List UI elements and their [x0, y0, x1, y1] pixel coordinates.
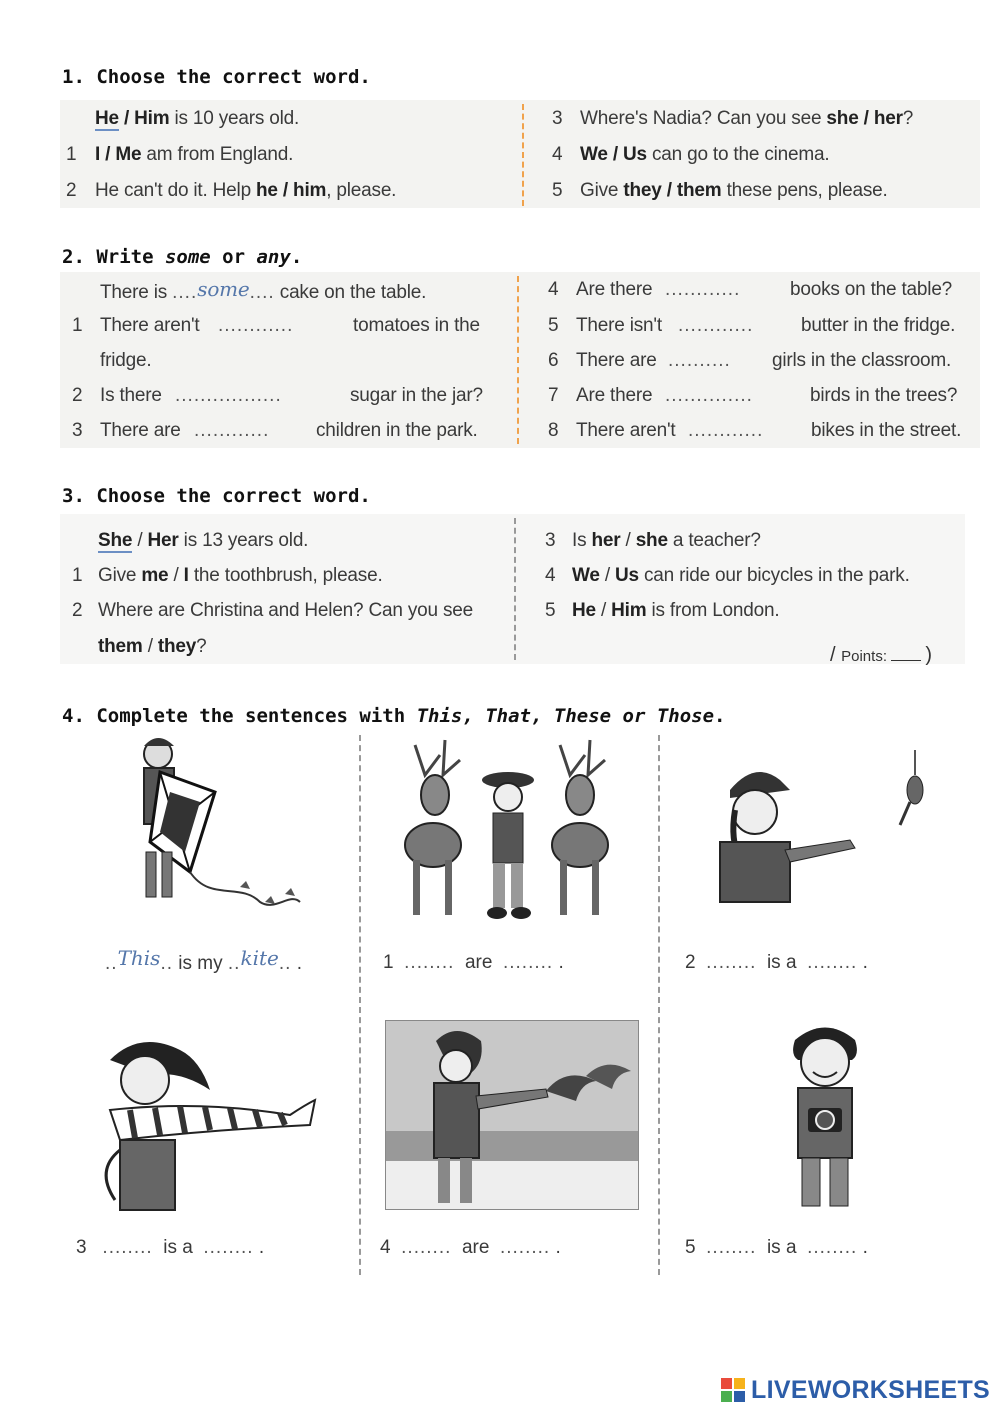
ex2-item-2-rest: sugar in the jar?	[350, 385, 483, 406]
ex3-item-number: 5	[545, 600, 556, 621]
ex4-example-answer-1: This	[117, 946, 161, 970]
ex4-caption-5: 5 ........ is a ........ .	[685, 1237, 868, 1258]
girl-dolphins-drawing	[386, 1021, 638, 1209]
ex2-item-1-rest: tomatoes in the	[353, 315, 480, 336]
ex3-item-number: 3	[545, 530, 556, 551]
liveworksheets-logo-text: LIVEWORKSHEETS	[751, 1376, 990, 1404]
ex3-item-2[interactable]: Where are Christina and Helen? Can you see	[98, 600, 473, 621]
ex2-item-1-text: There aren't	[100, 315, 200, 336]
ex4-blank-1b[interactable]: ........	[502, 952, 554, 973]
girl-dolphins-picture	[385, 1020, 639, 1210]
ex2-item-3-text: There are	[100, 420, 181, 441]
ex3-example: She / Her is 13 years old.	[98, 530, 309, 551]
points-box: / Points: )	[830, 644, 932, 666]
exercise-3-heading: 3. Choose the correct word.	[62, 485, 371, 507]
ex1-example: He / Him is 10 years old.	[95, 108, 300, 129]
ex4-caption-1: 1 ........ are ........ .	[383, 952, 564, 973]
ex4-blank-5a[interactable]: ........	[706, 1237, 757, 1258]
ex4-caption-4: 4 ........ are ........ .	[380, 1237, 561, 1258]
ex3-item-2-cont[interactable]: them / they?	[98, 636, 207, 657]
ex2-item-number: 4	[548, 279, 559, 300]
ex2-item-5-rest: butter in the fridge.	[801, 315, 956, 336]
boy-with-camera-picture	[780, 1020, 870, 1210]
reindeer-picture	[385, 735, 640, 925]
ex4-blank-1a[interactable]: ........	[404, 952, 455, 973]
ex4-blank-2b[interactable]: ........	[807, 952, 858, 973]
exercise-4-heading: 4. Complete the sentences with This, That, These or Those.	[62, 705, 726, 727]
exercise-2-divider	[517, 276, 519, 444]
ex2-item-7-text: Are there	[576, 385, 653, 406]
ex2-item-number: 1	[72, 315, 83, 336]
ex2-example: There is ....some.... cake on the table.	[100, 277, 427, 303]
ex2-item-number: 5	[548, 315, 559, 336]
exercise-3-divider	[514, 518, 516, 660]
ex2-item-8-blank[interactable]: ............	[688, 420, 764, 441]
ex1-item-5[interactable]: Give they / them these pens, please.	[580, 180, 888, 201]
ex2-item-number: 6	[548, 350, 559, 371]
boy-with-kite-picture	[120, 732, 305, 927]
ex3-item-1[interactable]: Give me / I the toothbrush, please.	[98, 565, 383, 586]
exercise-4-divider-left	[359, 735, 361, 1275]
ex2-item-1-blank[interactable]: ............	[218, 315, 294, 336]
ex1-item-4[interactable]: We / Us can go to the cinema.	[580, 144, 830, 165]
ex4-blank-3b[interactable]: ........	[203, 1237, 254, 1258]
ex4-caption-3: 3 ........ is a ........ .	[76, 1237, 265, 1258]
exercise-1-heading: 1. Choose the correct word.	[62, 66, 371, 88]
ex2-item-3-blank[interactable]: ............	[194, 420, 270, 441]
ex4-example-answer-2: kite	[240, 946, 279, 970]
ex1-item-number: 5	[552, 180, 563, 201]
ex2-item-3-rest: children in the park.	[316, 420, 478, 441]
ex2-item-7-blank[interactable]: ..............	[665, 385, 753, 406]
ex2-item-2-text: Is there	[100, 385, 162, 406]
ex4-blank-4a[interactable]: ........	[401, 1237, 452, 1258]
ex3-item-number: 2	[72, 600, 83, 621]
ex2-item-4-rest: books on the table?	[790, 279, 953, 300]
ex2-item-7-rest: birds in the trees?	[810, 385, 958, 406]
ex1-item-number: 1	[66, 144, 77, 165]
ex2-item-6-text: There are	[576, 350, 657, 371]
ex4-blank-5b[interactable]: ........	[807, 1237, 858, 1258]
ex1-item-2[interactable]: He can't do it. Help he / him, please.	[95, 180, 397, 201]
ex4-blank-4b[interactable]: ........	[499, 1237, 551, 1258]
ex1-item-number: 2	[66, 180, 77, 201]
exercise-2-heading: 2. Write some or any.	[62, 246, 303, 268]
ex2-item-2-blank[interactable]: .................	[175, 385, 282, 406]
ex1-item-3[interactable]: Where's Nadia? Can you see she / her?	[580, 108, 914, 129]
ex2-item-4-text: Are there	[576, 279, 653, 300]
ex2-item-number: 3	[72, 420, 83, 441]
girl-with-scarf-picture	[90, 1030, 330, 1215]
ex3-item-4[interactable]: We / Us can ride our bicycles in the park.	[572, 565, 910, 586]
ex3-item-number: 4	[545, 565, 556, 586]
ex2-example-answer: some	[197, 277, 250, 301]
girl-pointing-bird-picture	[700, 750, 950, 910]
liveworksheets-logo[interactable]	[721, 1376, 990, 1405]
exercise-4-divider-right	[658, 735, 660, 1275]
ex4-caption-2: 2 ........ is a ........ .	[685, 952, 868, 973]
ex1-item-number: 4	[552, 144, 563, 165]
liveworksheets-logo-icon	[721, 1378, 747, 1404]
exercise-1-divider	[522, 104, 524, 206]
ex1-item-1[interactable]: I / Me am from England.	[95, 144, 294, 165]
ex4-example-caption: ..This.. is my ..kite.. .	[105, 946, 302, 974]
ex2-item-6-rest: girls in the classroom.	[772, 350, 952, 371]
ex2-item-1-cont: fridge.	[100, 350, 152, 371]
ex4-blank-3a[interactable]: ........	[102, 1237, 153, 1258]
ex2-item-6-blank[interactable]: ..........	[668, 350, 731, 371]
ex3-item-3[interactable]: Is her / she a teacher?	[572, 530, 761, 551]
ex2-item-number: 2	[72, 385, 83, 406]
ex4-blank-2a[interactable]: ........	[706, 952, 757, 973]
ex2-item-5-blank[interactable]: ............	[678, 315, 754, 336]
ex1-item-number: 3	[552, 108, 563, 129]
ex2-item-8-text: There aren't	[576, 420, 676, 441]
ex2-item-number: 7	[548, 385, 559, 406]
ex2-item-number: 8	[548, 420, 559, 441]
ex2-item-4-blank[interactable]: ............	[665, 279, 741, 300]
ex2-item-8-rest: bikes in the street.	[811, 420, 962, 441]
ex3-item-number: 1	[72, 565, 83, 586]
ex2-item-5-text: There isn't	[576, 315, 662, 336]
ex3-item-5[interactable]: He / Him is from London.	[572, 600, 780, 621]
